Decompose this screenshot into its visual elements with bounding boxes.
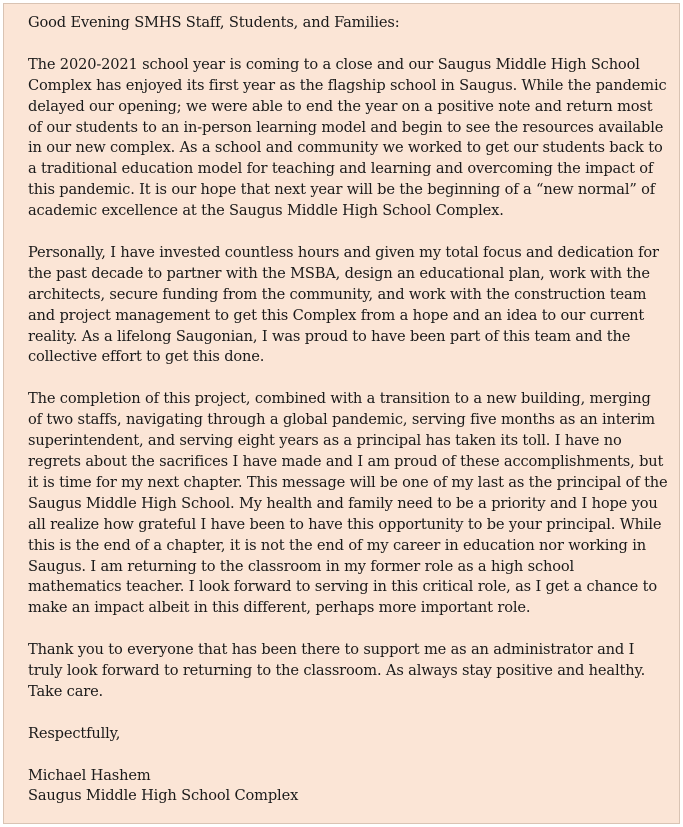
signature-organization: Saugus Middle High School Complex xyxy=(28,787,299,805)
paragraph-school-year: The 2020-2021 school year is coming to a close and our Saugus Middle High School Complex has enjoyed its first year as the flagship school in Saugus. While the pandemic delayed our opening; we were able to end the year on a positive note and return most of our students to an in-person learning model and begin to see the resources available in our new complex. As a school and community we worked to get our students back to a traditional education model for teaching and learning and overcoming the impact of this pandemic. It is our hope that next year will be the beginning of a “new normal” of academic excellence at the Saugus Middle High School Complex. xyxy=(28,55,667,220)
paragraph-personal: Personally, I have invested countless hours and given my total focus and dedication for the past decade to partner with the MSBA, design an educational plan, work with the architects, secure funding from the community, and work with the construction team and project management to get this Complex from a hope and an idea to our current reality. As a lifelong Saugonian, I was proud to have been part of this team and the collective effort to get this done. xyxy=(28,243,659,366)
paragraph-completion: The completion of this project, combined with a transition to a new building, merging of two staffs, navigating through a global pandemic, serving five months as an interim superintendent, and serving eight years as a principal has taken its toll. I have no regrets about the sacrifices I have made and I am proud of these accomplishments, but it is time for my next chapter. This message will be one of my last as the principal of the Saugus Middle High School. My health and family need to be a priority and I hope you all realize how grateful I have been to have this opportunity to be your principal. While this is the end of a chapter, it is not the end of my career in education nor working in Saugus. I am returning to the classroom in my former role as a high school mathematics teacher. I look forward to serving in this critical role, as I get a chance to make an impact albeit in this different, perhaps more important role. xyxy=(28,390,668,617)
letter-panel xyxy=(3,3,680,824)
signature-name: Michael Hashem xyxy=(28,766,151,784)
greeting: Good Evening SMHS Staff, Students, and Families: xyxy=(28,14,400,31)
paragraph-thank-you: Thank you to everyone that has been there to support me as an administrator and I truly look forward to returning to the classroom. As always stay positive and healthy. Take care. xyxy=(28,641,646,700)
closing: Respectfully, xyxy=(28,724,121,742)
